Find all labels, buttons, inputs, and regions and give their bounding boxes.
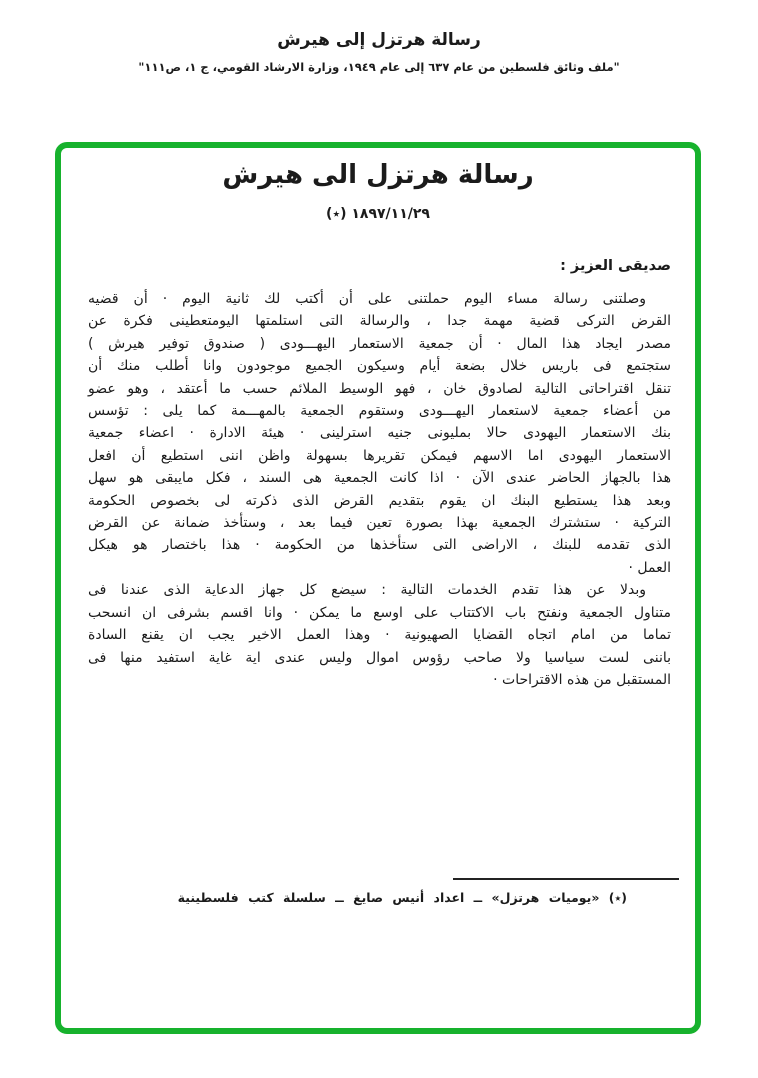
page-source-citation: "ملف وثائق فلسطين من عام ٦٣٧ إلى عام ١٩٤٩، وزارة الارشاد القومي، ج ١، ص١١١" <box>138 60 620 74</box>
footnote-text: (٭) «يوميات هرتزل» ــ اعداد أنيس صايغ ــ سلسلة كتب فلسطينية <box>177 890 627 905</box>
body-line: مصدر ايجاد هذا المال · أن جمعية الاستعمار اليهـــودى ( صندوق توفير هيرش ) <box>88 335 671 352</box>
letter-title: رسالة هرتزل الى هيرش <box>222 160 534 190</box>
page-title: رسالة هرتزل إلى هيرش <box>277 30 481 50</box>
body-line: تماما من امام اتجاه القضايا الصهيونية · وهذا العمل الاخير يجب ان يقنع السادة <box>88 627 671 644</box>
body-line: وبدلا عن هذا تقدم الخدمات التالية : سيضع كل جهاز الدعاية الذى عندنا فى <box>88 582 646 599</box>
body-line: ستجتمع فى باريس خلال بضعة أيام وسيكون الجميع موجودون وانا أطلب منك أن <box>88 358 671 375</box>
body-line: التركية · ستشترك الجمعية بهذا بصورة تعين فيما بعد ، وستأخذ ضمانة عن القرض <box>88 515 671 532</box>
body-line: القرض التركى قضية مهمة جدا ، والرسالة التى استلمتها اليومتعطينى فكرة عن <box>88 313 671 330</box>
body-line: تنقل اقتراحاتى التالية لصادوق خان ، فهو الوسيط الملائم حسب ما أعتقد ، وهو عضو <box>88 380 671 397</box>
body-line: بنك الاستعمار اليهودى حالا بمليونى جنيه استرلينى · هيئة الادارة · اعضاء جمعية <box>88 425 671 442</box>
footnote-separator <box>453 878 679 880</box>
body-line: باننى لست سياسيا ولا صاحب رؤوس اموال وليس عندى اية غاية استفيد منها فى <box>88 649 671 666</box>
body-line: المستقبل من هذه الاقتراحات · <box>493 671 671 688</box>
body-line: العمل · <box>628 559 671 576</box>
body-line: متناول الجمعية ونفتح باب الاكتتاب على اوسع ما يمكن · وانا اقسم بشرفى ان انسحب <box>88 604 671 621</box>
body-line: وصلتنى رسالة مساء اليوم حملتنى على أن أكتب لك ثانية اليوم · أن قضيه <box>88 291 646 307</box>
body-line: من أعضاء جمعية لاستعمار اليهـــودى وستقوم الجمعية بالمهـــمة كما يلى : تؤسس <box>88 403 671 420</box>
body-line: هذا بالجهاز الحاضر عندى الآن · اذا كانت الجمعية هى السند ، فكل مايبقى هو سهل <box>88 470 671 487</box>
letter-greeting: صديقى العزيز : <box>560 258 671 274</box>
letter-body <box>88 288 671 691</box>
body-line: وبعد هذا يستطيع البنك ان يقوم بتقديم القرض الذى ذكرته لى بخصوص الحكومة <box>88 492 671 509</box>
body-line: الذى تقدمه للبنك ، الاراضى التى ستأخذها من الحكومة · هذا باختصار هو هيكل <box>88 537 671 554</box>
letter-date: ١٨٩٧/١١/٢٩ (٭) <box>326 206 430 222</box>
body-line: الاستعمار اليهودى اما الاسهم فيمكن تقريرها بسهولة واظن اننى استطيع أن افعل <box>88 447 671 464</box>
letter-frame <box>55 142 701 1034</box>
